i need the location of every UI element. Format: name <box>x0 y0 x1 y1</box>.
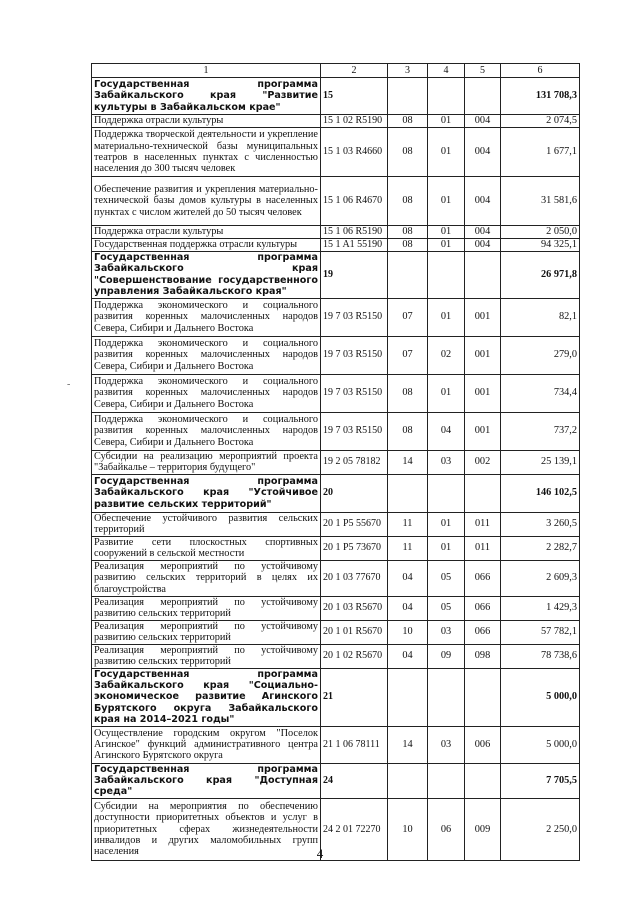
row-kind: 066 <box>465 596 501 620</box>
row-name: Поддержка отрасли культуры <box>92 226 321 239</box>
row-kind: 001 <box>465 374 501 412</box>
row-amount: 734,4 <box>501 374 580 412</box>
row-amount: 131 708,3 <box>501 78 580 115</box>
row-kind <box>465 78 501 115</box>
row-section <box>388 78 428 115</box>
row-kind: 001 <box>465 298 501 336</box>
row-amount: 279,0 <box>501 336 580 374</box>
row-subsection: 04 <box>428 412 465 450</box>
row-subsection: 01 <box>428 536 465 560</box>
row-section: 11 <box>388 512 428 536</box>
budget-table <box>91 63 580 861</box>
row-code: 19 <box>321 252 388 299</box>
column-header-3: 3 <box>388 64 428 78</box>
row-code: 20 1 P5 55670 <box>321 512 388 536</box>
row-section: 11 <box>388 536 428 560</box>
row-subsection <box>428 763 465 798</box>
row-section: 04 <box>388 596 428 620</box>
row-name: Государственная программа Забайкальского края "Социально-экономическое развитие Агинского Бурятского округа Забайкальского края на 2014–2021 годы" <box>92 668 321 726</box>
row-code: 19 7 03 R5150 <box>321 374 388 412</box>
page-number: 4 <box>316 846 324 861</box>
row-name: Субсидии на реализацию мероприятий проекта "Забайкалье – территория будущего" <box>92 450 321 474</box>
column-header-1: 1 <box>92 64 321 78</box>
row-kind: 006 <box>465 726 501 763</box>
row-code: 19 2 05 78182 <box>321 450 388 474</box>
row-code: 20 1 03 77670 <box>321 560 388 596</box>
row-kind: 004 <box>465 115 501 128</box>
row-subsection: 01 <box>428 177 465 226</box>
row-code: 15 1 02 R5190 <box>321 115 388 128</box>
header-row <box>92 64 580 78</box>
row-kind: 066 <box>465 560 501 596</box>
row-code: 15 1 A1 55190 <box>321 239 388 252</box>
row-subsection: 03 <box>428 726 465 763</box>
program-row <box>92 252 580 299</box>
row-amount: 3 260,5 <box>501 512 580 536</box>
row-kind: 066 <box>465 620 501 644</box>
row-amount: 2 050,0 <box>501 226 580 239</box>
row-code: 21 <box>321 668 388 726</box>
row-amount: 5 000,0 <box>501 668 580 726</box>
table-row <box>92 115 580 128</box>
table-body <box>92 78 580 861</box>
row-kind: 004 <box>465 239 501 252</box>
row-amount: 26 971,8 <box>501 252 580 299</box>
row-name: Реализация мероприятий по устойчивому развитию сельских территорий в целях их благоустройства <box>92 560 321 596</box>
row-name: Поддержка экономического и социального развития коренных малочисленных народов Севера, Сибири и Дальнего Востока <box>92 336 321 374</box>
row-name: Развитие сети плоскостных спортивных сооружений в сельской местности <box>92 536 321 560</box>
table-row <box>92 412 580 450</box>
row-section: 14 <box>388 450 428 474</box>
row-code: 20 <box>321 474 388 512</box>
row-kind: 001 <box>465 336 501 374</box>
row-section <box>388 668 428 726</box>
row-section: 14 <box>388 726 428 763</box>
row-subsection: 01 <box>428 374 465 412</box>
row-code: 19 7 03 R5150 <box>321 298 388 336</box>
table-row <box>92 726 580 763</box>
row-amount: 57 782,1 <box>501 620 580 644</box>
row-section: 07 <box>388 298 428 336</box>
row-kind: 098 <box>465 644 501 668</box>
row-section: 08 <box>388 226 428 239</box>
row-kind: 011 <box>465 536 501 560</box>
row-kind <box>465 474 501 512</box>
row-code: 24 2 01 72270 <box>321 798 388 860</box>
row-subsection: 01 <box>428 115 465 128</box>
table-row <box>92 620 580 644</box>
row-section <box>388 763 428 798</box>
row-name: Поддержка экономического и социального развития коренных малочисленных народов Севера, Сибири и Дальнего Востока <box>92 298 321 336</box>
row-code: 21 1 06 78111 <box>321 726 388 763</box>
row-name: Государственная программа Забайкальского края "Совершенствование государственного управления Забайкальского края" <box>92 252 321 299</box>
column-header-6: 6 <box>501 64 580 78</box>
row-subsection <box>428 78 465 115</box>
program-row <box>92 668 580 726</box>
row-section <box>388 252 428 299</box>
row-code: 20 1 03 R5670 <box>321 596 388 620</box>
table-row <box>92 596 580 620</box>
program-row <box>92 78 580 115</box>
program-row <box>92 474 580 512</box>
row-section <box>388 474 428 512</box>
row-section: 10 <box>388 798 428 860</box>
row-amount: 25 139,1 <box>501 450 580 474</box>
row-section: 08 <box>388 128 428 177</box>
row-name: Поддержка творческой деятельности и укрепление материально-технической базы муниципальных театров в населенных пунктах с численностью населения до 300 тысяч человек <box>92 128 321 177</box>
row-subsection: 01 <box>428 226 465 239</box>
row-name: Осуществление городским округом "Поселок Агинское" функций административного центра Агинского Бурятского округа <box>92 726 321 763</box>
column-header-2: 2 <box>321 64 388 78</box>
row-kind: 009 <box>465 798 501 860</box>
table-row <box>92 336 580 374</box>
row-name: Государственная программа Забайкальского края "Развитие культуры в Забайкальском крае" <box>92 78 321 115</box>
column-header-4: 4 <box>428 64 465 78</box>
row-code: 20 1 P5 73670 <box>321 536 388 560</box>
table-row <box>92 374 580 412</box>
row-amount: 1 429,3 <box>501 596 580 620</box>
row-kind <box>465 252 501 299</box>
row-code: 24 <box>321 763 388 798</box>
column-header-5: 5 <box>465 64 501 78</box>
row-code: 15 1 06 R4670 <box>321 177 388 226</box>
row-name: Государственная программа Забайкальского края "Доступная среда" <box>92 763 321 798</box>
row-amount: 94 325,1 <box>501 239 580 252</box>
row-name: Государственная поддержка отрасли культуры <box>92 239 321 252</box>
row-section: 08 <box>388 177 428 226</box>
table-row <box>92 512 580 536</box>
row-subsection: 01 <box>428 239 465 252</box>
row-section: 08 <box>388 239 428 252</box>
row-subsection: 09 <box>428 644 465 668</box>
row-name: Реализация мероприятий по устойчивому развитию сельских территорий <box>92 644 321 668</box>
row-code: 19 7 03 R5150 <box>321 412 388 450</box>
row-name: Субсидии на мероприятия по обеспечению доступности приоритетных объектов и услуг в приоритетных сферах жизнедеятельности инвалидов и других маломобильных групп населения <box>92 798 321 860</box>
table-row <box>92 536 580 560</box>
row-code: 15 1 06 R5190 <box>321 226 388 239</box>
row-name: Реализация мероприятий по устойчивому развитию сельских территорий <box>92 596 321 620</box>
row-section: 04 <box>388 644 428 668</box>
table-row <box>92 226 580 239</box>
row-subsection <box>428 668 465 726</box>
row-kind: 004 <box>465 226 501 239</box>
table-row <box>92 450 580 474</box>
program-row <box>92 763 580 798</box>
row-kind <box>465 668 501 726</box>
table-row <box>92 239 580 252</box>
row-subsection: 02 <box>428 336 465 374</box>
row-section: 04 <box>388 560 428 596</box>
row-subsection: 05 <box>428 596 465 620</box>
row-amount: 5 000,0 <box>501 726 580 763</box>
row-subsection: 01 <box>428 128 465 177</box>
table-row <box>92 177 580 226</box>
row-subsection: 01 <box>428 298 465 336</box>
row-amount: 82,1 <box>501 298 580 336</box>
row-amount: 2 282,7 <box>501 536 580 560</box>
row-name: Обеспечение устойчивого развития сельских территорий <box>92 512 321 536</box>
table-row <box>92 644 580 668</box>
row-section: 08 <box>388 412 428 450</box>
row-kind: 001 <box>465 412 501 450</box>
table-row <box>92 298 580 336</box>
row-section: 07 <box>388 336 428 374</box>
row-name: Реализация мероприятий по устойчивому развитию сельских территорий <box>92 620 321 644</box>
row-amount: 2 250,0 <box>501 798 580 860</box>
row-code: 20 1 01 R5670 <box>321 620 388 644</box>
row-section: 10 <box>388 620 428 644</box>
table-row <box>92 560 580 596</box>
row-amount: 78 738,6 <box>501 644 580 668</box>
row-code: 19 7 03 R5150 <box>321 336 388 374</box>
row-subsection: 03 <box>428 620 465 644</box>
row-amount: 31 581,6 <box>501 177 580 226</box>
row-subsection: 01 <box>428 512 465 536</box>
row-kind <box>465 763 501 798</box>
row-name: Государственная программа Забайкальского края "Устойчивое развитие сельских территорий" <box>92 474 321 512</box>
row-name: Поддержка экономического и социального развития коренных малочисленных народов Севера, Сибири и Дальнего Востока <box>92 374 321 412</box>
row-name: Поддержка экономического и социального развития коренных малочисленных народов Севера, Сибири и Дальнего Востока <box>92 412 321 450</box>
row-kind: 004 <box>465 177 501 226</box>
row-subsection <box>428 474 465 512</box>
row-amount: 2 074,5 <box>501 115 580 128</box>
row-code: 15 <box>321 78 388 115</box>
row-section: 08 <box>388 374 428 412</box>
margin-mark: - <box>67 379 71 390</box>
row-amount: 1 677,1 <box>501 128 580 177</box>
row-subsection: 03 <box>428 450 465 474</box>
row-amount: 737,2 <box>501 412 580 450</box>
table-row <box>92 128 580 177</box>
row-name: Обеспечение развития и укрепления материально-технической базы домов культуры в населенных пунктах с числом жителей до 50 тысяч человек <box>92 177 321 226</box>
row-kind: 011 <box>465 512 501 536</box>
row-subsection: 06 <box>428 798 465 860</box>
row-amount: 2 609,3 <box>501 560 580 596</box>
row-name: Поддержка отрасли культуры <box>92 115 321 128</box>
row-subsection <box>428 252 465 299</box>
row-kind: 004 <box>465 128 501 177</box>
row-amount: 146 102,5 <box>501 474 580 512</box>
row-subsection: 05 <box>428 560 465 596</box>
row-code: 20 1 02 R5670 <box>321 644 388 668</box>
row-code: 15 1 03 R4660 <box>321 128 388 177</box>
row-section: 08 <box>388 115 428 128</box>
row-amount: 7 705,5 <box>501 763 580 798</box>
row-kind: 002 <box>465 450 501 474</box>
